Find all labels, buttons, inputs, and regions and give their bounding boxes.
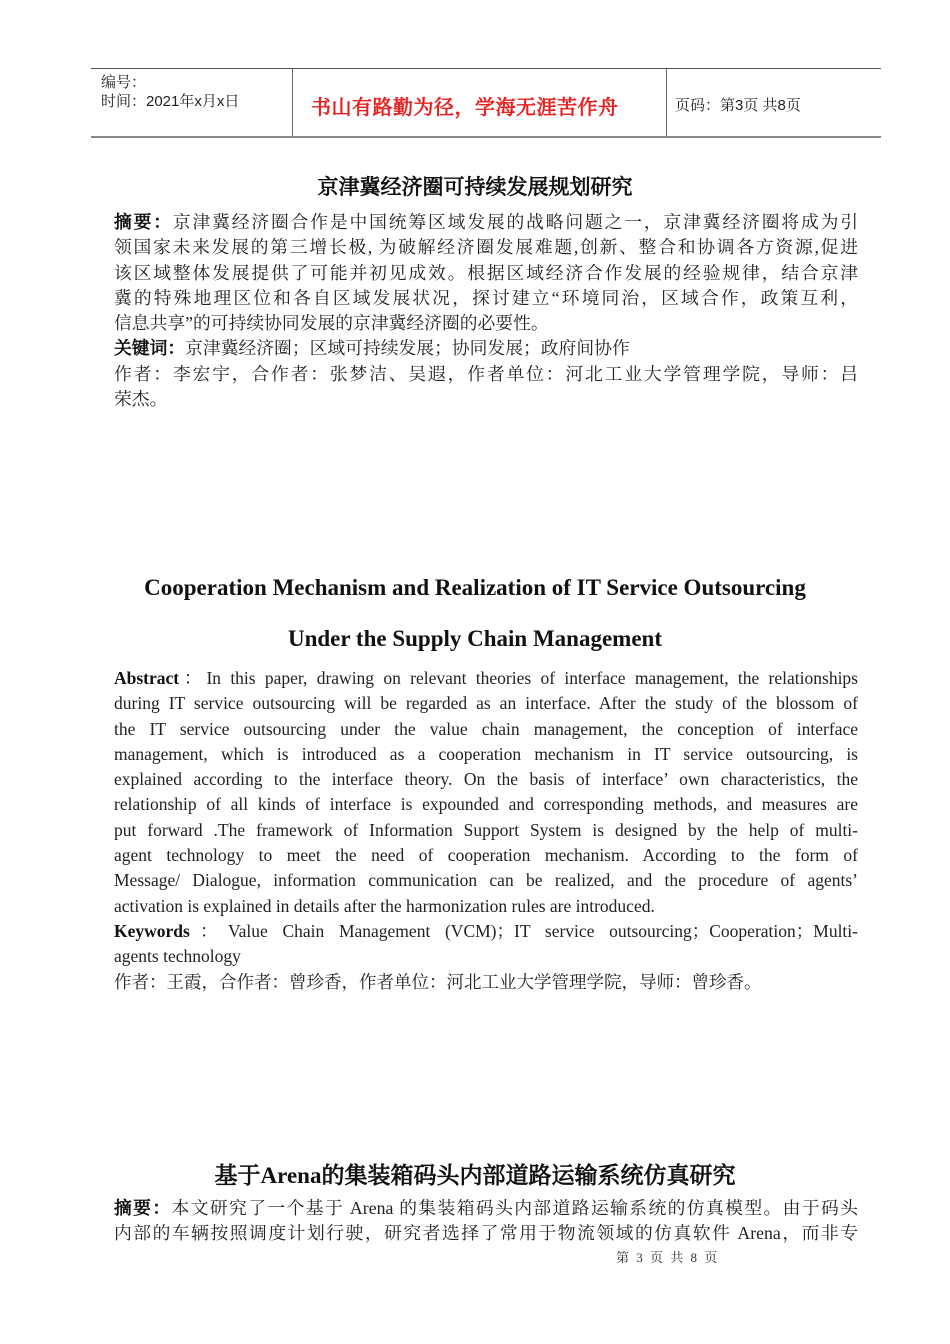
abstract-line: management, which is introduced as a cooperation mechanism in IT service outsourcing, is	[114, 743, 858, 764]
abstract-line: during IT service outsourcing will be regarded as an interface. After the study of the blossom of	[114, 693, 858, 714]
abstract-line: 京津冀经济圈合作是中国统筹区域发展的战略问题之一，京津冀经济圈将成为引	[172, 212, 858, 232]
abstract-label: Abstract	[114, 668, 180, 688]
abstract-line: explained according to the interface theory. On the basis of interface’ own characteristics, the	[114, 769, 858, 790]
author-line: 作者：李宏宇，合作者：张梦洁、吴遐，作者单位：河北工业大学管理学院，导师：吕	[114, 363, 858, 384]
article1-title: 京津冀经济圈可持续发展规划研究	[317, 175, 633, 199]
serial-label: 编号：	[101, 74, 147, 91]
abstract-line: 该区域整体发展提供了可能并初见成效。根据区域经济合作发展的经验规律，结合京津	[114, 262, 858, 283]
keywords-label: 关键词：	[114, 338, 186, 359]
abstract-line: 本文研究了一个基于 Arena 的集装箱码头内部道路运输系统的仿真模型。由于码头	[171, 1198, 858, 1218]
article3-title: 基于Arena的集装箱码头内部道路运输系统仿真研究	[214, 1163, 736, 1188]
author-line: 作者：王霞，合作者：曾珍香，作者单位：河北工业大学管理学院，导师：曾珍香。	[114, 971, 762, 992]
abstract-line: 内部的车辆按照调度计划行驶，研究者选择了常用于物流领域的仿真软件 Arena，而非专	[114, 1223, 858, 1244]
abstract-line: 冀的特殊地理区位和各自区域发展状况，探讨建立“环境同治，区域合作，政策互利，	[114, 287, 858, 308]
abstract-line: Message/ Dialogue, information communication can be realized, and the procedure of agents’	[114, 870, 858, 891]
article1-body	[114, 210, 858, 412]
abstract-label: 摘要：	[114, 212, 173, 232]
keywords-line: ：Value Chain Management (VCM)；IT service outsourcing；Cooperation；Multi-	[189, 920, 858, 941]
abstract-line: ：In this paper, drawing on relevant theories of interface management, the relationships	[179, 668, 858, 688]
page-footer: 第 3 页 共 8 页	[616, 1250, 720, 1265]
keywords-label: Keywords	[114, 920, 190, 941]
abstract-line: agent technology to meet the need of cooperation mechanism. According to the form of	[114, 845, 858, 866]
page-info: 页码：第3页 共8页	[675, 97, 801, 114]
abstract-line: the IT service outsourcing under the value chain management, the conception of interface	[114, 718, 858, 739]
keywords-line: agents technology	[114, 946, 241, 967]
author-line: 荣杰。	[114, 389, 168, 410]
abstract-label: 摘要：	[114, 1198, 172, 1218]
article3-body	[114, 1196, 858, 1247]
header-motto: 书山有路勤为径，学海无涯苦作舟	[311, 97, 619, 119]
article2-body	[114, 666, 858, 995]
page-header	[91, 68, 881, 138]
abstract-line: 信息共享”的可持续协同发展的京津冀经济圈的必要性。	[114, 313, 549, 334]
article2-title-line2: Under the Supply Chain Management	[287, 626, 663, 651]
article2-title-line1: Cooperation Mechanism and Realization of IT Service Outsourcing	[144, 575, 806, 600]
header-divider	[292, 69, 293, 136]
abstract-line: activation is explained in details after the harmonization rules are introduced.	[114, 895, 655, 916]
date-label: 时间：2021年x月x日	[101, 93, 240, 110]
abstract-line: 领国家未来发展的第三增长极, 为破解经济圈发展难题,创新、整合和协调各方资源,促进	[114, 237, 858, 258]
abstract-line: relationship of all kinds of interface is expounded and corresponding methods, and measures are	[114, 794, 858, 815]
abstract-line: put forward .The framework of Information Support System is designed by the help of multi-	[114, 819, 858, 840]
keywords: 京津冀经济圈；区域可持续发展；协同发展；政府间协作	[185, 338, 630, 359]
header-divider	[666, 69, 667, 136]
